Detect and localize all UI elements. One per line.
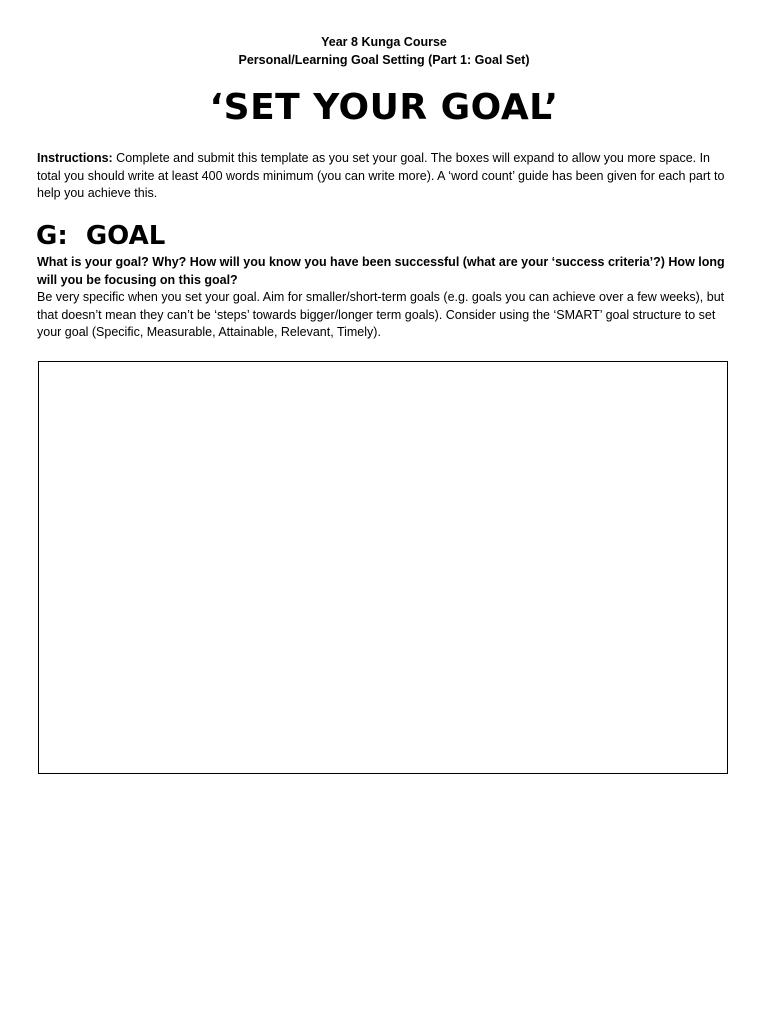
instructions-paragraph xyxy=(37,150,737,203)
goal-guidance: Be very specific when you set your goal. Aim for smaller/short-term goals (e.g. goals you can achieve over a few weeks), but that doesn’t mean they can’t be ‘steps’ towards bigger/longer term goals). Consider using the ‘SMART’ goal structure to set your goal (Specific, Measurable, Attainable, Relevant, Timely). xyxy=(37,290,725,340)
goal-section-heading: G: GOAL xyxy=(36,221,166,251)
instructions-text: Complete and submit this template as you set your goal. The boxes will expand to allow you more space. In total you should write at least 400 words minimum (you can write more). A ‘word count’ guide has been given for each part to help you achieve this. xyxy=(37,151,725,201)
goal-question: What is your goal? Why? How will you know you have been successful (what are your ‘success criteria’?) How long will you be focusing on this goal? xyxy=(37,255,725,287)
instructions-label: Instructions: xyxy=(37,151,113,165)
page-title: ‘SET YOUR GOAL’ xyxy=(209,87,559,128)
part-title: Personal/Learning Goal Setting (Part 1: Goal Set) xyxy=(238,53,530,67)
course-title: Year 8 Kunga Course xyxy=(321,35,447,49)
goal-answer-box[interactable] xyxy=(38,361,728,774)
